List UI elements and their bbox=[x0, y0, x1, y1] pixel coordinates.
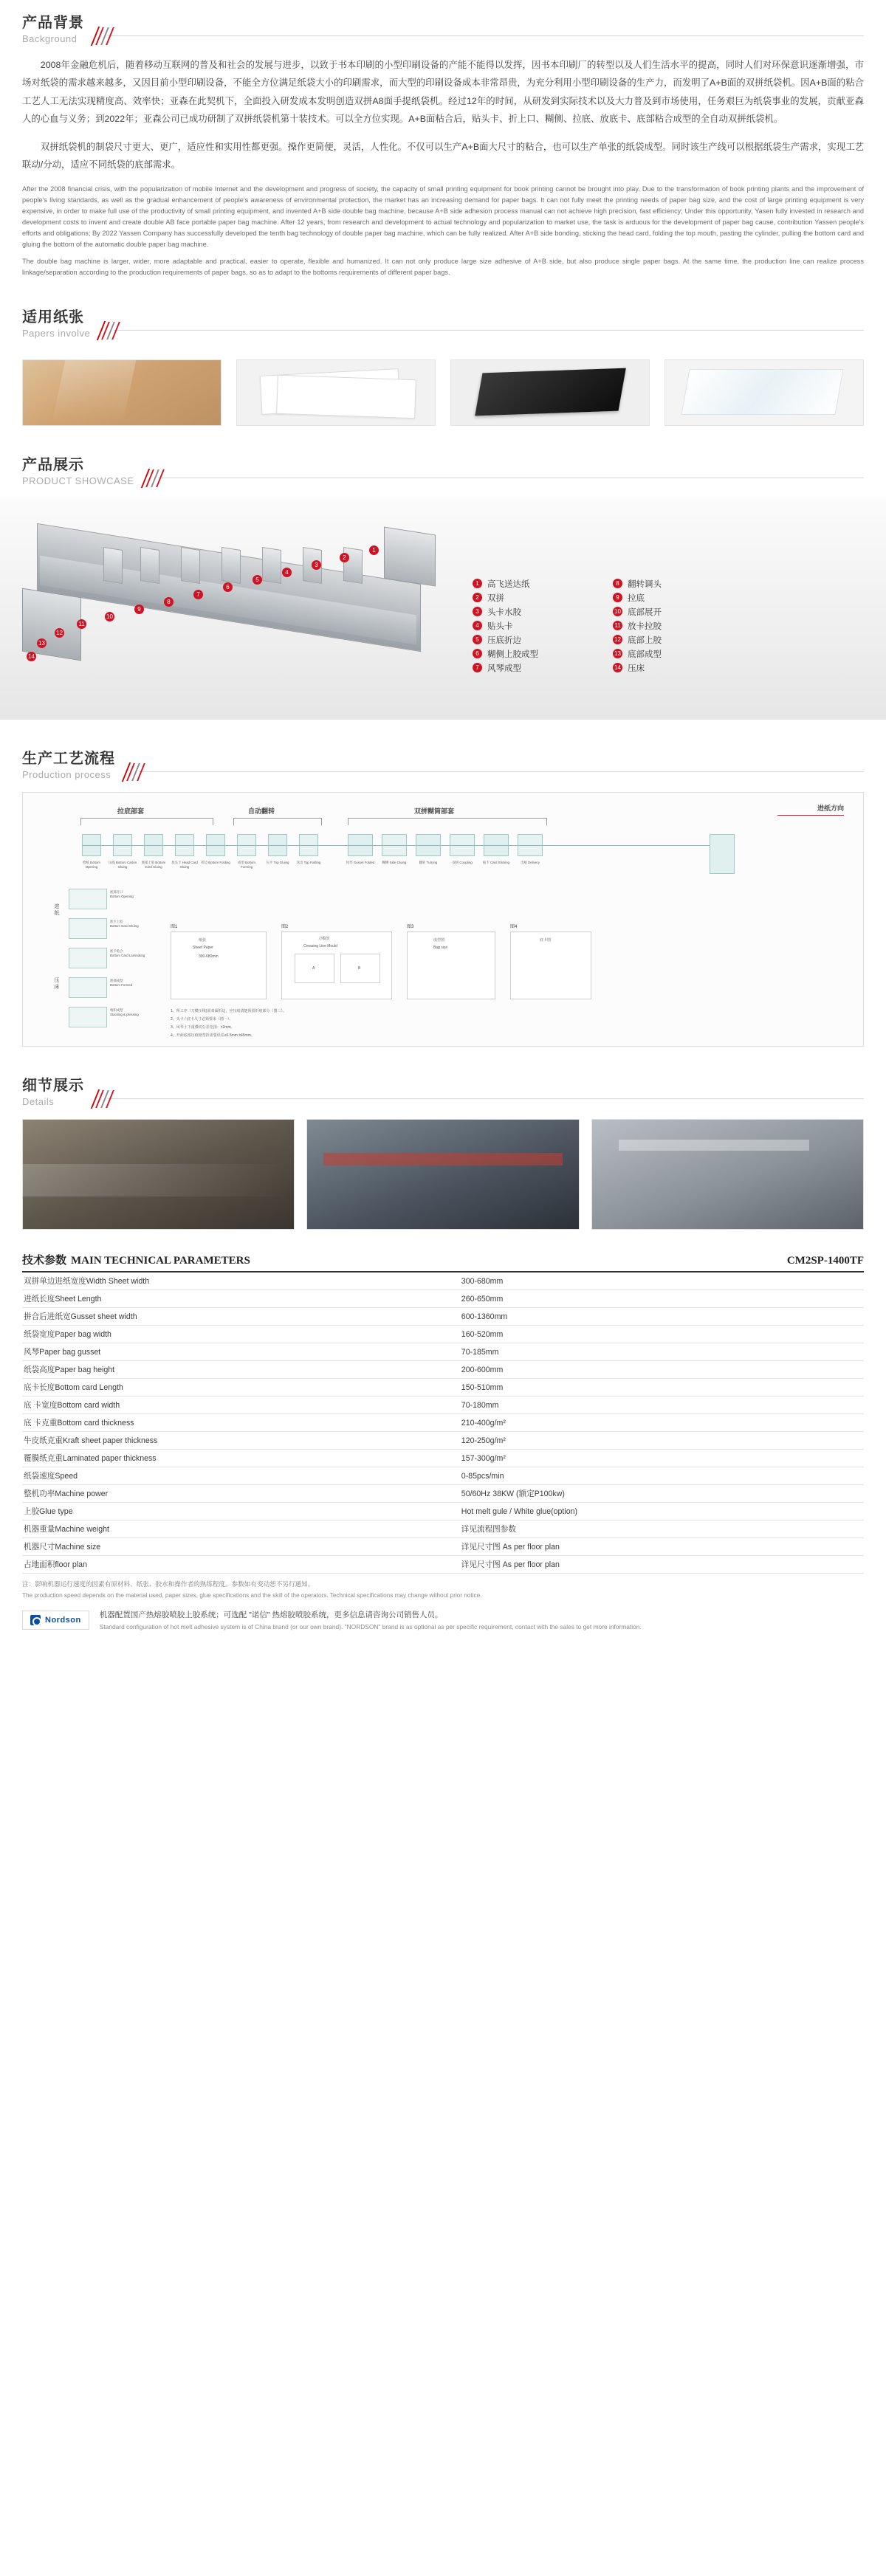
process-stage-caption: 放头卡 Head Card Gluing bbox=[171, 861, 198, 869]
table-row bbox=[22, 1290, 864, 1308]
detail-photo-list bbox=[0, 1119, 886, 1230]
process-stage-caption: 出纸 Delivery bbox=[521, 861, 540, 865]
section-details bbox=[0, 1076, 886, 1230]
section-title-en: Details bbox=[22, 1096, 55, 1108]
param-key: 上胶Glue type bbox=[22, 1503, 460, 1521]
slash-decoration-icon bbox=[105, 322, 121, 340]
machine-legend bbox=[473, 578, 724, 674]
legend-label: 双拼 bbox=[487, 593, 504, 603]
section-title-cn: 细节展示 bbox=[22, 1078, 84, 1095]
legend-number: 7 bbox=[473, 663, 482, 672]
legend-number: 14 bbox=[613, 663, 622, 672]
param-value: 详见尺寸图 As per floor plan bbox=[460, 1556, 864, 1574]
slash-decoration-icon bbox=[99, 1090, 115, 1108]
machine-callout-3: 3 bbox=[312, 560, 321, 570]
process-stage-caption: 底部上胶 Bottom Card Gluing bbox=[141, 861, 166, 869]
coated-paper-image bbox=[665, 360, 863, 425]
param-key: 底卡长度Bottom card Length bbox=[22, 1379, 460, 1397]
table-row bbox=[22, 1503, 864, 1521]
process-side-label-feed: 进纸 bbox=[54, 903, 59, 917]
table-row bbox=[22, 1272, 864, 1290]
process-stage-caption: 折边 Bottom Folding bbox=[201, 861, 230, 865]
heading-rule bbox=[95, 1089, 864, 1109]
parameters-table bbox=[22, 1272, 864, 1574]
param-key: 整机功率Machine power bbox=[22, 1485, 460, 1503]
param-value: 详见流程图参数 bbox=[460, 1521, 864, 1538]
process-group-label-2: 自动翻转 bbox=[248, 807, 275, 816]
legend-number: 12 bbox=[613, 635, 622, 644]
legend-label: 头卡水胶 bbox=[487, 607, 521, 617]
detail-photo-2 bbox=[306, 1119, 579, 1230]
process-stage-caption: 压线 Bottom Carton Gluing bbox=[108, 861, 137, 869]
section-title-cn: 适用纸张 bbox=[22, 309, 84, 326]
panel-id: 图1 bbox=[171, 925, 178, 930]
process-group-label-3: 双拼糊筒部套 bbox=[414, 807, 455, 816]
process-stage-caption: 送出 Top Folding bbox=[296, 861, 321, 865]
footer-text-en: Standard configuration of hot melt adhesive system is of China brand (or our own brand). "NORDSON" brand is as optional as per specific requirement, contact with the sales to get more information. bbox=[99, 1623, 642, 1631]
process-side-label-press: 压床 bbox=[54, 977, 59, 991]
feed-direction-label: 进纸方向 bbox=[817, 805, 844, 813]
footer-text bbox=[100, 1608, 642, 1633]
heading-rule bbox=[126, 762, 864, 782]
kraft-paper-image bbox=[23, 360, 221, 425]
machine-callout-5: 5 bbox=[253, 575, 262, 585]
panel-part-b: B bbox=[358, 966, 361, 971]
section-parameters bbox=[0, 1252, 886, 1600]
machine-callout-2: 2 bbox=[340, 553, 349, 562]
table-row bbox=[22, 1485, 864, 1503]
background-body bbox=[0, 56, 886, 278]
param-key: 底 卡克重Bottom card thickness bbox=[22, 1414, 460, 1432]
section-heading-papers bbox=[0, 308, 886, 340]
nordson-logo bbox=[22, 1611, 89, 1630]
panel-title-cn: 纸张 bbox=[199, 938, 207, 943]
slash-decoration-icon bbox=[130, 763, 146, 781]
legend-item bbox=[473, 620, 583, 632]
machine-model: CM2SP-1400TF bbox=[786, 1255, 864, 1267]
process-note-3: 3、风琴上下重叠切公差范围：±2mm。 bbox=[171, 1025, 235, 1030]
nordson-logo-text: Nordson bbox=[45, 1616, 81, 1625]
background-paragraph-cn-1: 2008年金融危机后，随着移动互联网的普及和社会的发展与进步，以致于书本印刷的小型印刷设备的产能不能得以发挥，因书本印刷厂的转型以及人们生活水平的提高，同时人们对环保意识逐渐增强，市场对纸袋的需求越来越多，又因目前小型印刷设备，不能全方位满足纸袋大小的印刷需求，而大型的印刷设备成本非常昂贵，为充分利用小型印刷设备的生产力，而发明了A+B面的双拼纸袋机。因A+B面的粘合工艺人工无法实现精度高、效率快；亚森在此契机下，全面投入研发成本发明创造双拼A8面手提纸袋机。经过12年的时间，从研发到实际技术以及大力普及到市场使用，任务艰巨为纸袋事业的发展，贡献亚森人的心血与义务；到2022年；亚森公司已成功研制了双拼纸袋机第十装技术。可以全方位实现。A+B面粘合后，贴头卡、折上口、糊侧、拉底、放底卡、底部粘合成型的全自动双拼纸袋机。 bbox=[22, 60, 864, 124]
process-group-label-1: 拉底部套 bbox=[117, 807, 145, 816]
param-key: 拼合后进纸宽Gusset sheet width bbox=[22, 1308, 460, 1326]
legend-number: 11 bbox=[613, 621, 622, 630]
machine-callout-10: 10 bbox=[105, 612, 114, 621]
background-paragraph-cn-2: 双拼纸袋机的制袋尺寸更大、更广，适应性和实用性都更强。操作更简便，灵活，人性化。不仅可以生产A+B面大尺寸的粘合，也可以生产单张的纸袋成型。同时该生产线可以根据纸袋生产需求，实现工艺联动/分动，适应不同纸袋的底部需求。 bbox=[22, 141, 864, 171]
param-value: 70-185mm bbox=[460, 1343, 864, 1361]
legend-item bbox=[613, 662, 724, 674]
legend-item bbox=[613, 620, 724, 632]
param-key: 纸袋宽度Paper bag width bbox=[22, 1326, 460, 1343]
param-key: 进纸长度Sheet Length bbox=[22, 1290, 460, 1308]
table-row bbox=[22, 1326, 864, 1343]
heading-rule bbox=[100, 321, 864, 340]
process-note-1: 1、所工序（刀模压线)需双面折边，应压痕清楚预留折痕部分（图三）。 bbox=[171, 1009, 286, 1014]
detail-photo-3 bbox=[591, 1119, 864, 1230]
param-key: 纸袋速度Speed bbox=[22, 1467, 460, 1485]
legend-number: 6 bbox=[473, 649, 482, 658]
machine-callout-6: 6 bbox=[223, 582, 233, 592]
param-value: 150-510mm bbox=[460, 1379, 864, 1397]
section-heading-details bbox=[0, 1076, 886, 1109]
panel-title-cn: 成型图 bbox=[433, 938, 445, 943]
process-panel-sheet-paper bbox=[171, 931, 267, 999]
legend-item bbox=[613, 606, 724, 618]
legend-number: 2 bbox=[473, 593, 482, 602]
param-value: 200-600mm bbox=[460, 1361, 864, 1379]
machine-callout-9: 9 bbox=[134, 605, 144, 614]
machine-callout-1: 1 bbox=[369, 545, 379, 555]
black-paper-image bbox=[451, 360, 649, 425]
machine-illustration bbox=[22, 528, 436, 690]
legend-label: 压床 bbox=[628, 664, 645, 673]
process-substage-caption: 堆积成型 Stacking & pressing bbox=[110, 1008, 139, 1016]
section-process bbox=[0, 749, 886, 1047]
legend-number: 9 bbox=[613, 593, 622, 602]
process-note-4: 4、开面底部压痕纸弯折需要误差≤0.5mm ±45mm。 bbox=[171, 1033, 255, 1039]
section-heading-showcase bbox=[0, 455, 886, 488]
legend-item bbox=[473, 578, 583, 590]
param-value: 210-400g/m² bbox=[460, 1414, 864, 1432]
param-key: 牛皮纸克重Kraft sheet paper thickness bbox=[22, 1432, 460, 1450]
panel-title-cn: 底卡图 bbox=[540, 938, 552, 943]
paper-sample-black bbox=[450, 359, 650, 426]
panel-title-en: Sheet Paper bbox=[193, 946, 213, 951]
legend-item bbox=[473, 634, 583, 646]
nordson-mark-icon bbox=[30, 1615, 41, 1625]
legend-item bbox=[473, 662, 583, 674]
process-stage-caption: 双拼 Coupling bbox=[452, 861, 473, 865]
process-stage-caption: 糊侧 Side Gluing bbox=[382, 861, 407, 865]
paper-sample-coated bbox=[664, 359, 864, 426]
param-value: 157-300g/m² bbox=[460, 1450, 864, 1467]
section-title-cn: 产品背景 bbox=[22, 15, 84, 31]
panel-dims: 300-680mm bbox=[199, 954, 219, 960]
machine-callout-8: 8 bbox=[164, 597, 174, 607]
panel-title-cn: 刀模图 bbox=[318, 937, 330, 942]
process-note-2: 2、头卡 / 底卡尺寸必须要求（图一）。 bbox=[171, 1017, 233, 1022]
legend-label: 底部上胶 bbox=[628, 636, 662, 645]
legend-label: 压底折边 bbox=[487, 636, 521, 645]
panel-id: 图3 bbox=[407, 925, 414, 930]
slash-decoration-icon bbox=[149, 469, 165, 487]
table-row bbox=[22, 1556, 864, 1574]
panel-title-en: Creasing Line Mould bbox=[303, 944, 337, 949]
legend-item bbox=[473, 648, 583, 660]
table-row bbox=[22, 1432, 864, 1450]
process-stage-caption: 翻转 Turning bbox=[419, 861, 438, 865]
table-row bbox=[22, 1538, 864, 1556]
legend-item bbox=[613, 592, 724, 604]
panel-title-en: Bag size bbox=[433, 946, 448, 951]
legend-label: 放卡拉胶 bbox=[628, 621, 662, 631]
paper-sample-white bbox=[236, 359, 436, 426]
legend-item bbox=[473, 592, 583, 604]
param-value: 120-250g/m² bbox=[460, 1432, 864, 1450]
section-title-cn: 生产工艺流程 bbox=[22, 750, 115, 767]
process-flow-diagram bbox=[22, 792, 864, 1047]
process-stage-caption: 给纸 Bottom Opening bbox=[83, 861, 100, 869]
process-panel-bag-size bbox=[407, 931, 495, 999]
process-stage-caption: 风琴 Gusset Folded bbox=[346, 861, 375, 865]
heading-rule bbox=[95, 27, 864, 46]
legend-label: 翻转调头 bbox=[628, 579, 662, 589]
process-diagram-wrap bbox=[0, 792, 886, 1047]
process-substage-caption: 底部开口 Bottom Opening bbox=[110, 890, 134, 898]
table-row bbox=[22, 1414, 864, 1432]
machine-callout-14: 14 bbox=[27, 652, 36, 661]
param-key: 纸袋高度Paper bag height bbox=[22, 1361, 460, 1379]
paper-sample-list bbox=[0, 351, 886, 426]
parameters-note-cn: 注：影响机器运行速度的因素有原材料、纸张、胶水和操作者的熟练程度。参数如有变动恕不另行通知。 bbox=[22, 1580, 315, 1588]
panel-id: 图4 bbox=[510, 925, 518, 930]
param-value: 300-680mm bbox=[460, 1272, 864, 1290]
paper-sample-kraft bbox=[22, 359, 222, 426]
param-key: 底 卡宽度Bottom card width bbox=[22, 1397, 460, 1414]
machine-callout-7: 7 bbox=[193, 590, 203, 599]
section-title-en: PRODUCT SHOWCASE bbox=[22, 475, 134, 486]
heading-rule bbox=[145, 469, 865, 488]
section-heading-background bbox=[0, 13, 886, 46]
param-value: 0-85pcs/min bbox=[460, 1467, 864, 1485]
param-value: 160-520mm bbox=[460, 1326, 864, 1343]
machine-showcase bbox=[0, 498, 886, 720]
table-row bbox=[22, 1521, 864, 1538]
legend-label: 底部成型 bbox=[628, 650, 662, 659]
parameters-note-en: The production speed depends on the material used, paper sizes, glue specifications and the skill of the operators. Technical specifications may change without prior notice. bbox=[22, 1592, 482, 1599]
process-stage-caption: 贴卡 Card Sticking bbox=[482, 861, 510, 865]
panel-id: 图2 bbox=[281, 925, 289, 930]
section-title-cn: 产品展示 bbox=[22, 456, 84, 473]
param-key: 占地面积floor plan bbox=[22, 1556, 460, 1574]
section-title-en: Production process bbox=[22, 768, 111, 780]
table-row bbox=[22, 1397, 864, 1414]
legend-label: 高飞送达纸 bbox=[487, 579, 530, 589]
legend-number: 3 bbox=[473, 607, 482, 616]
legend-item bbox=[613, 578, 724, 590]
process-substage-caption: 底卡上胶 Bottom Card Gluing bbox=[110, 920, 139, 928]
process-stage-caption: 压平 Top Gluing bbox=[266, 861, 289, 865]
legend-label: 底部展开 bbox=[628, 607, 662, 617]
param-value: 260-650mm bbox=[460, 1290, 864, 1308]
section-heading-process bbox=[0, 749, 886, 782]
detail-photo-1 bbox=[22, 1119, 295, 1230]
background-paragraph-en-1: After the 2008 financial crisis, with the popularization of mobile Internet and the development and progress of society, the capacity of small printing equipment for book printing cannot be brought into play. Due to the transformation of book printing plants and the improvement of people's living standards, as well as the gradual enhancement of people's awareness of environmental protection, the market has an increasing demand for paper bags. It can not fully meet the printing needs of paper bag size, and the cost of large printing equipment is very expensive, in order to make full use of the productivity of small printing equipment, and invented A+B side double bag machine, because A+B side adhesion process manual can not achieve high precision, fast efficiency; Under this opportunity, Yasen fully invested in research and development costs to invent and create double AB face portable paper bag machine. After 12 years, from research and development to actual technology and popularization to market use, the task is arduous for the development of paper bag cause, contribution Yassen people's efforts and obligations; By 2022 Yassen Company has successfully developed the tenth bag technology of double paper bag machine, which can be fully realized. After A+B side bonding, sticking the head card, folding the top mouth, pasting the cylinder, pulling the bottom card and gluing the bottom of the automatic double paper bag machine. bbox=[22, 185, 864, 248]
param-value: Hot melt gule / White glue(option) bbox=[460, 1503, 864, 1521]
param-key: 双拼单边进纸宽度Width Sheet width bbox=[22, 1272, 460, 1290]
legend-number: 5 bbox=[473, 635, 482, 644]
legend-label: 拉底 bbox=[628, 593, 645, 603]
legend-item bbox=[613, 634, 724, 646]
panel-part-a: A bbox=[312, 966, 315, 971]
parameters-title-en: MAIN TECHNICAL PARAMETERS bbox=[71, 1255, 250, 1267]
param-key: 风琴Paper bag gusset bbox=[22, 1343, 460, 1361]
param-key: 机器尺寸Machine size bbox=[22, 1538, 460, 1556]
table-row bbox=[22, 1361, 864, 1379]
table-row bbox=[22, 1308, 864, 1326]
param-value: 详见尺寸图 As per floor plan bbox=[460, 1538, 864, 1556]
slash-decoration-icon bbox=[99, 27, 115, 45]
legend-number: 13 bbox=[613, 649, 622, 658]
white-paper-image bbox=[237, 360, 435, 425]
legend-label: 贴头卡 bbox=[487, 621, 513, 631]
section-papers bbox=[0, 308, 886, 426]
parameters-title-cn: 技术参数 bbox=[22, 1254, 67, 1267]
machine-callout-4: 4 bbox=[282, 568, 292, 577]
legend-item bbox=[613, 648, 724, 660]
legend-number: 10 bbox=[613, 607, 622, 616]
legend-item bbox=[473, 606, 583, 618]
section-title-en: Papers involve bbox=[22, 327, 91, 339]
process-substage-caption: 底卡贴合 Bottom Card Laminating bbox=[110, 949, 145, 957]
param-key: 覆膜纸克重Laminated paper thickness bbox=[22, 1450, 460, 1467]
machine-callout-12: 12 bbox=[55, 628, 64, 638]
legend-label: 糊侧上胶成型 bbox=[487, 650, 538, 659]
footer-text-cn: 机器配置国产热熔胶喷胶上胶系统；可选配 "诺信" 热熔胶喷胶系统，更多信息请咨询公司销售人员。 bbox=[99, 1610, 443, 1619]
process-stage-caption: 成型 Bottom Forming bbox=[238, 861, 255, 869]
param-value: 600-1360mm bbox=[460, 1308, 864, 1326]
section-showcase bbox=[0, 455, 886, 720]
background-paragraph-en-2: The double bag machine is larger, wider, more adaptable and practical, easier to operate, flexible and humanized. It can not only produce large size adhesive of A+B side, but also produce single paper bags. At the same time, the production line can realize process linkage/separation according to the production requirements of paper bags, so as to adapt to the bottoms requirements of different paper bags. bbox=[22, 257, 864, 276]
table-row bbox=[22, 1450, 864, 1467]
table-row bbox=[22, 1343, 864, 1361]
process-substage-caption: 底部成型 Bottom Formed bbox=[110, 979, 133, 987]
section-background bbox=[0, 0, 886, 278]
legend-label: 风琴成型 bbox=[487, 664, 521, 673]
table-row bbox=[22, 1467, 864, 1485]
legend-number: 4 bbox=[473, 621, 482, 630]
machine-callout-13: 13 bbox=[37, 638, 47, 648]
table-row bbox=[22, 1379, 864, 1397]
section-title-en: Background bbox=[22, 33, 78, 44]
param-key: 机器重量Machine weight bbox=[22, 1521, 460, 1538]
machine-callout-11: 11 bbox=[77, 619, 86, 629]
legend-number: 8 bbox=[613, 579, 622, 588]
legend-number: 1 bbox=[473, 579, 482, 588]
footer bbox=[0, 1601, 886, 1649]
param-value: 50/60Hz 38KW (额定P100kw) bbox=[460, 1485, 864, 1503]
param-value: 70-180mm bbox=[460, 1397, 864, 1414]
parameters-header bbox=[22, 1252, 864, 1272]
